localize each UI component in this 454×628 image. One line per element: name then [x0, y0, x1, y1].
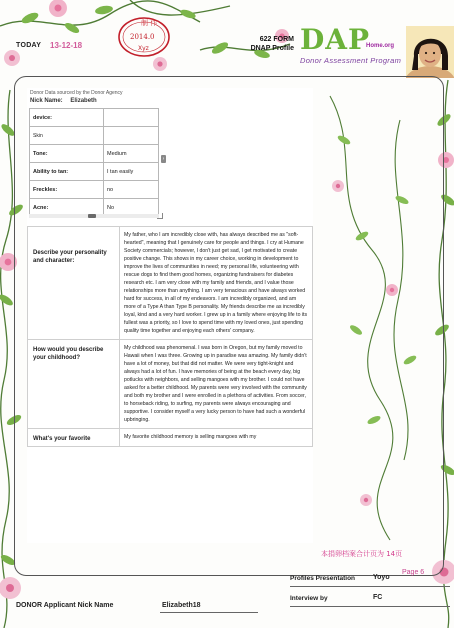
- expand-arrow-icon[interactable]: ›: [162, 156, 165, 162]
- resize-handle-icon[interactable]: [157, 213, 163, 219]
- left-vine-decoration: [1, 90, 13, 628]
- document-content[interactable]: [27, 88, 313, 543]
- question-cell: What's your favorite: [28, 429, 120, 447]
- profiles-presentation-value: Yoyo: [373, 574, 390, 581]
- profiles-presentation-label: Profiles Presentation: [290, 575, 356, 582]
- attributes-table: [29, 108, 159, 217]
- attr-label: Tone:: [30, 145, 104, 163]
- scrollbar-thumb[interactable]: [88, 214, 96, 218]
- attr-label: device:: [30, 109, 104, 127]
- form-code: 622 FORM: [259, 36, 294, 43]
- dap-logo: DAP: [300, 23, 371, 56]
- attr-label: Acne:: [30, 199, 104, 217]
- donor-photo: [406, 26, 454, 78]
- attr-value: no: [104, 181, 159, 199]
- form-name: DNAP Profile: [250, 45, 294, 52]
- table-row: [28, 227, 313, 340]
- attr-label: Skin: [30, 127, 104, 145]
- attr-label: Freckles:: [30, 181, 104, 199]
- dap-logo-subtitle: Donor Assessment Program: [300, 56, 402, 65]
- answer-cell: My favorite childhood memory is selling mangoes with my: [120, 429, 313, 447]
- questions-table: [27, 226, 313, 447]
- answer-cell: My childhood was phenomenal. I was born in Oregon, but my family moved to Hawaii when I was three. Growing up in paradise was amazing. My family didn't have a lot of money, but that did not matter. We were very tight-knight and always had a lot of fun. I have memories of being at the beach every day, big potlucks with neighbors, and selling mangoes with my brother. I could not have asked for a better childhood. My parents were very involved with the community and both my brother and I were enrolled in a plethora of activities. From soccer, to horseback riding, to surfing, my parents were always encouraging and supportive. I consider myself a very lucky person to have had such a wonderful upbringing.: [120, 340, 313, 429]
- attr-value: [104, 127, 159, 145]
- answer-cell: My father, who I am incredibly close with, has always described me as "soft-hearted", meaning that I genuinely care for people and things. I cry at Humane Society commercials; however, I don't just get sad, I get motivated to create positive change. This shows in my career choice, working in development to improve the lives of communities in need; my personal life, volunteering with rescue dogs to find them good homes, organizing fundraisers for diabetes research etc. I am very close with my family and friends, and I value those relationships more than anything. I am very tenacious and have always worked hard for success, in all of my endeavors. I am incredibly organized, and am more of a Type A than Type B personality. My friends describe me as incredibly loyal, kind and a very hard worker. I grew up in a family where enjoying life to its fullest was a priority, so I love to spend time with my loved ones, just spending quality time together and enjoying each others' company.: [120, 227, 313, 340]
- donor-source-text: Donor Data sourced by the Donor Agency: [30, 90, 123, 96]
- table-row: [30, 181, 159, 199]
- attr-value: No: [104, 199, 159, 217]
- attr-value: I tan easily: [104, 163, 159, 181]
- question-cell: How would you describe your childhood?: [28, 340, 120, 429]
- table-row: [30, 163, 159, 181]
- table-row: [30, 145, 159, 163]
- interview-by-value: FC: [373, 594, 383, 601]
- stamp-text-middle: 2014.0: [130, 33, 155, 41]
- attr-label: Ability to tan:: [30, 163, 104, 181]
- table-row: [30, 127, 159, 145]
- donor-header: [27, 88, 313, 108]
- nick-name-label: Nick Name:: [30, 98, 63, 104]
- divider: [290, 586, 450, 587]
- stamp-text-top: 制 作: [141, 19, 158, 27]
- table-row: [28, 340, 313, 429]
- table-row: [28, 429, 313, 447]
- stamp-text-bottom: Xyz: [138, 45, 149, 52]
- page-number: Page 6: [402, 569, 425, 576]
- today-date: 13-12-18: [50, 41, 83, 50]
- donor-nick-name: [30, 97, 310, 105]
- total-pages-note: 本捐卵档案合计页为 14页: [321, 550, 403, 558]
- attr-value: Medium: [104, 145, 159, 163]
- nick-name-value: Elizabeth: [70, 98, 97, 104]
- today-label: TODAY: [16, 42, 42, 49]
- divider: [290, 606, 450, 607]
- table-row: [30, 109, 159, 127]
- dap-logo-site: Home.org: [366, 43, 395, 49]
- interview-by-label: Interview by: [290, 595, 328, 602]
- form-identifier: [234, 35, 294, 53]
- applicant-nick-value: Elizabeth18: [162, 602, 201, 609]
- applicant-nick-label: DONOR Applicant Nick Name: [16, 602, 114, 609]
- divider: [160, 612, 258, 613]
- question-cell: Describe your personality and character:: [28, 227, 120, 340]
- attr-value: [104, 109, 159, 127]
